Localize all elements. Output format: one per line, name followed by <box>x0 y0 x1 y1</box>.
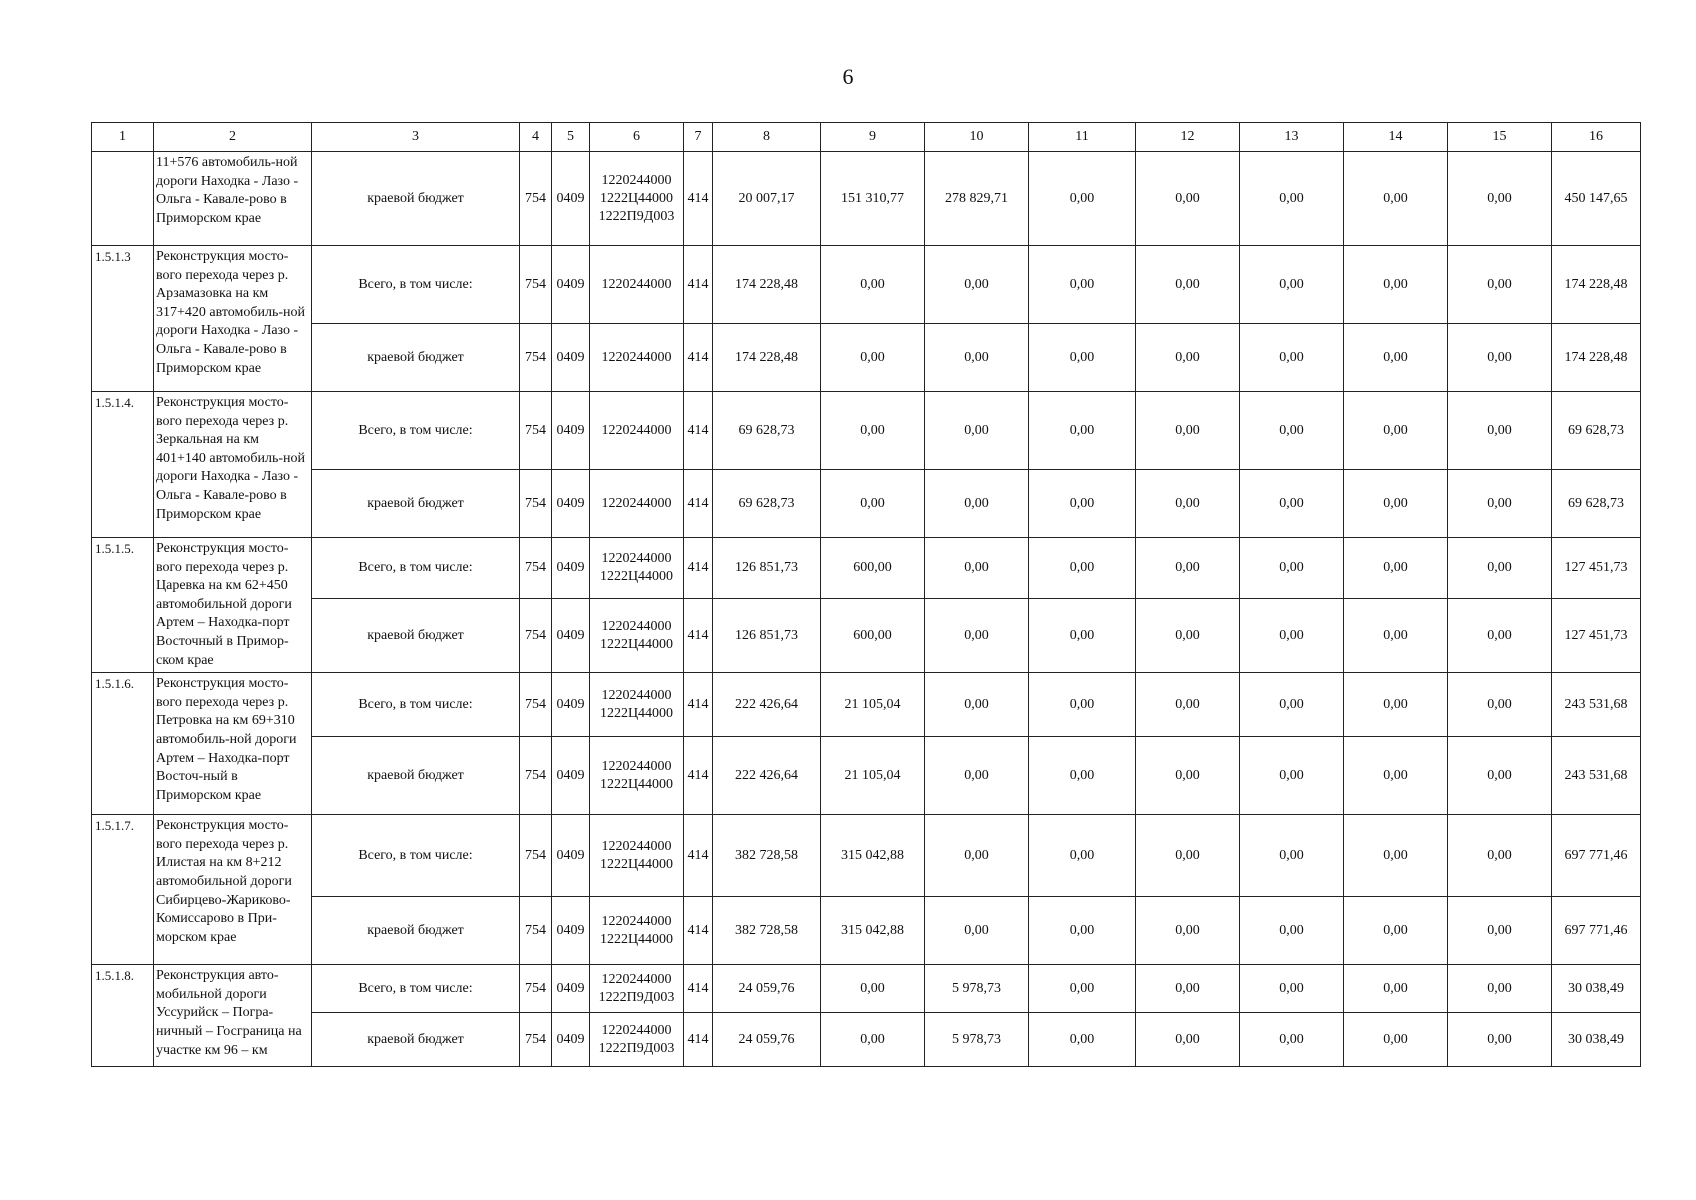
amount-col-8: 24 059,76 <box>713 1013 821 1067</box>
item-number: 1.5.1.3 <box>92 246 154 392</box>
target-article-codes <box>590 1013 684 1067</box>
amount-col-8: 126 851,73 <box>713 599 821 673</box>
expense-type-code: 414 <box>684 538 713 599</box>
budget-table <box>91 122 1641 1067</box>
amount-col-14: 0,00 <box>1344 599 1448 673</box>
amount-col-9: 315 042,88 <box>821 815 925 897</box>
amount-col-10: 0,00 <box>925 538 1029 599</box>
amount-col-12: 0,00 <box>1136 246 1240 324</box>
amount-col-15: 0,00 <box>1448 737 1552 815</box>
amount-col-10: 278 829,71 <box>925 152 1029 246</box>
amount-col-15: 0,00 <box>1448 152 1552 246</box>
target-article-code: 1220244000 <box>601 758 672 774</box>
section-code: 0409 <box>552 324 590 392</box>
amount-col-16: 30 038,49 <box>1552 965 1641 1013</box>
grbs-code: 754 <box>520 152 552 246</box>
amount-col-16: 174 228,48 <box>1552 246 1641 324</box>
table-row <box>92 246 1641 324</box>
section-code: 0409 <box>552 737 590 815</box>
amount-col-13: 0,00 <box>1240 470 1344 538</box>
expense-type-code: 414 <box>684 897 713 965</box>
target-article-code: 1222Ц44000 <box>599 705 674 721</box>
amount-col-8: 69 628,73 <box>713 470 821 538</box>
item-number: 1.5.1.6. <box>92 673 154 815</box>
amount-col-13: 0,00 <box>1240 392 1344 470</box>
amount-col-8: 382 728,58 <box>713 897 821 965</box>
target-article-code: 1220244000 <box>601 687 672 703</box>
amount-col-12: 0,00 <box>1136 599 1240 673</box>
grbs-code: 754 <box>520 470 552 538</box>
amount-col-12: 0,00 <box>1136 470 1240 538</box>
amount-col-8: 222 426,64 <box>713 737 821 815</box>
section-code: 0409 <box>552 599 590 673</box>
target-article-codes <box>590 599 684 673</box>
amount-col-13: 0,00 <box>1240 897 1344 965</box>
expense-type-code: 414 <box>684 1013 713 1067</box>
amount-col-12: 0,00 <box>1136 538 1240 599</box>
amount-col-11: 0,00 <box>1029 470 1136 538</box>
funding-source: краевой бюджет <box>312 152 520 246</box>
amount-col-11: 0,00 <box>1029 152 1136 246</box>
item-name: Реконструкция авто-мобильной дороги Уссурийск – Погра-ничный – Госграница на участке км 96 – км <box>154 965 312 1067</box>
funding-source: краевой бюджет <box>312 470 520 538</box>
amount-col-13: 0,00 <box>1240 246 1344 324</box>
amount-col-9: 600,00 <box>821 538 925 599</box>
amount-col-12: 0,00 <box>1136 152 1240 246</box>
amount-col-9: 0,00 <box>821 246 925 324</box>
grbs-code: 754 <box>520 897 552 965</box>
funding-source: краевой бюджет <box>312 324 520 392</box>
target-article-code: 1222Ц44000 <box>599 856 674 872</box>
amount-col-16: 450 147,65 <box>1552 152 1641 246</box>
column-header-14: 14 <box>1344 123 1448 152</box>
table-row <box>92 470 1641 538</box>
table-row <box>92 324 1641 392</box>
item-number: 1.5.1.5. <box>92 538 154 673</box>
amount-col-12: 0,00 <box>1136 897 1240 965</box>
item-name: Реконструкция мосто-вого перехода через р. Арзамазовка на км 317+420 автомобиль-ной дороги Находка - Лазо - Ольга - Кавале-рово в Приморском крае <box>154 246 312 392</box>
table-row <box>92 1013 1641 1067</box>
table-row <box>92 737 1641 815</box>
table-row <box>92 897 1641 965</box>
amount-col-16: 174 228,48 <box>1552 324 1641 392</box>
grbs-code: 754 <box>520 673 552 737</box>
amount-col-8: 382 728,58 <box>713 815 821 897</box>
amount-col-10: 0,00 <box>925 673 1029 737</box>
table-body <box>92 152 1641 1067</box>
target-article-code: 1222Ц44000 <box>599 931 674 947</box>
column-header-11: 11 <box>1029 123 1136 152</box>
column-header-16: 16 <box>1552 123 1641 152</box>
amount-col-15: 0,00 <box>1448 324 1552 392</box>
target-article-codes <box>590 152 684 246</box>
column-header-15: 15 <box>1448 123 1552 152</box>
amount-col-10: 0,00 <box>925 246 1029 324</box>
column-header-9: 9 <box>821 123 925 152</box>
amount-col-10: 5 978,73 <box>925 965 1029 1013</box>
target-article-codes <box>590 392 684 470</box>
amount-col-10: 0,00 <box>925 737 1029 815</box>
amount-col-12: 0,00 <box>1136 324 1240 392</box>
amount-col-13: 0,00 <box>1240 815 1344 897</box>
expense-type-code: 414 <box>684 324 713 392</box>
column-header-12: 12 <box>1136 123 1240 152</box>
page-number: 6 <box>842 64 854 89</box>
grbs-code: 754 <box>520 392 552 470</box>
grbs-code: 754 <box>520 737 552 815</box>
column-header-1: 1 <box>92 123 154 152</box>
amount-col-12: 0,00 <box>1136 737 1240 815</box>
grbs-code: 754 <box>520 599 552 673</box>
funding-source: краевой бюджет <box>312 897 520 965</box>
funding-source: Всего, в том числе: <box>312 965 520 1013</box>
section-code: 0409 <box>552 538 590 599</box>
amount-col-8: 174 228,48 <box>713 246 821 324</box>
column-header-5: 5 <box>552 123 590 152</box>
grbs-code: 754 <box>520 324 552 392</box>
target-article-code: 1222Ц44000 <box>599 776 674 792</box>
expense-type-code: 414 <box>684 673 713 737</box>
funding-source: Всего, в том числе: <box>312 246 520 324</box>
section-code: 0409 <box>552 965 590 1013</box>
amount-col-12: 0,00 <box>1136 1013 1240 1067</box>
amount-col-13: 0,00 <box>1240 673 1344 737</box>
grbs-code: 754 <box>520 815 552 897</box>
amount-col-11: 0,00 <box>1029 246 1136 324</box>
expense-type-code: 414 <box>684 965 713 1013</box>
item-number: 1.5.1.7. <box>92 815 154 965</box>
column-header-6: 6 <box>590 123 684 152</box>
amount-col-8: 20 007,17 <box>713 152 821 246</box>
target-article-code: 1220244000 <box>601 838 672 854</box>
target-article-code: 1220244000 <box>601 551 672 567</box>
target-article-code: 1220244000 <box>601 618 672 634</box>
funding-source: краевой бюджет <box>312 1013 520 1067</box>
amount-col-11: 0,00 <box>1029 965 1136 1013</box>
amount-col-8: 24 059,76 <box>713 965 821 1013</box>
amount-col-14: 0,00 <box>1344 246 1448 324</box>
amount-col-9: 0,00 <box>821 470 925 538</box>
amount-col-14: 0,00 <box>1344 897 1448 965</box>
target-article-codes <box>590 897 684 965</box>
target-article-code: 1220244000 <box>601 172 672 188</box>
amount-col-11: 0,00 <box>1029 897 1136 965</box>
amount-col-9: 0,00 <box>821 392 925 470</box>
grbs-code: 754 <box>520 246 552 324</box>
amount-col-13: 0,00 <box>1240 965 1344 1013</box>
expense-type-code: 414 <box>684 152 713 246</box>
amount-col-15: 0,00 <box>1448 470 1552 538</box>
amount-col-15: 0,00 <box>1448 392 1552 470</box>
section-code: 0409 <box>552 246 590 324</box>
amount-col-16: 697 771,46 <box>1552 897 1641 965</box>
amount-col-9: 600,00 <box>821 599 925 673</box>
amount-col-14: 0,00 <box>1344 965 1448 1013</box>
table-row <box>92 152 1641 246</box>
target-article-code: 1220244000 <box>601 422 672 438</box>
amount-col-16: 127 451,73 <box>1552 538 1641 599</box>
expense-type-code: 414 <box>684 392 713 470</box>
amount-col-16: 127 451,73 <box>1552 599 1641 673</box>
amount-col-15: 0,00 <box>1448 815 1552 897</box>
amount-col-15: 0,00 <box>1448 1013 1552 1067</box>
expense-type-code: 414 <box>684 815 713 897</box>
amount-col-15: 0,00 <box>1448 538 1552 599</box>
amount-col-14: 0,00 <box>1344 815 1448 897</box>
amount-col-8: 69 628,73 <box>713 392 821 470</box>
item-name: Реконструкция мосто-вого перехода через р. Царевка на км 62+450 автомобильной дороги Артем – Находка-порт Восточный в Примор-ском крае <box>154 538 312 673</box>
section-code: 0409 <box>552 1013 590 1067</box>
amount-col-14: 0,00 <box>1344 538 1448 599</box>
amount-col-10: 0,00 <box>925 392 1029 470</box>
section-code: 0409 <box>552 470 590 538</box>
amount-col-13: 0,00 <box>1240 324 1344 392</box>
funding-source: Всего, в том числе: <box>312 673 520 737</box>
amount-col-8: 174 228,48 <box>713 324 821 392</box>
target-article-codes <box>590 815 684 897</box>
column-header-10: 10 <box>925 123 1029 152</box>
amount-col-16: 243 531,68 <box>1552 737 1641 815</box>
expense-type-code: 414 <box>684 737 713 815</box>
target-article-codes <box>590 737 684 815</box>
table-row <box>92 392 1641 470</box>
amount-col-11: 0,00 <box>1029 815 1136 897</box>
target-article-codes <box>590 965 684 1013</box>
table-row <box>92 538 1641 599</box>
amount-col-14: 0,00 <box>1344 673 1448 737</box>
amount-col-9: 315 042,88 <box>821 897 925 965</box>
amount-col-10: 5 978,73 <box>925 1013 1029 1067</box>
expense-type-code: 414 <box>684 470 713 538</box>
funding-source: Всего, в том числе: <box>312 815 520 897</box>
amount-col-9: 0,00 <box>821 1013 925 1067</box>
amount-col-13: 0,00 <box>1240 152 1344 246</box>
amount-col-10: 0,00 <box>925 324 1029 392</box>
amount-col-16: 243 531,68 <box>1552 673 1641 737</box>
amount-col-11: 0,00 <box>1029 324 1136 392</box>
target-article-codes <box>590 324 684 392</box>
amount-col-11: 0,00 <box>1029 1013 1136 1067</box>
header-row <box>92 123 1641 152</box>
table-row <box>92 673 1641 737</box>
amount-col-10: 0,00 <box>925 897 1029 965</box>
amount-col-13: 0,00 <box>1240 737 1344 815</box>
table-row <box>92 599 1641 673</box>
amount-col-9: 0,00 <box>821 965 925 1013</box>
amount-col-14: 0,00 <box>1344 470 1448 538</box>
target-article-code: 1222П9Д003 <box>598 1040 675 1056</box>
grbs-code: 754 <box>520 965 552 1013</box>
amount-col-10: 0,00 <box>925 815 1029 897</box>
target-article-code: 1220244000 <box>601 276 672 292</box>
amount-col-14: 0,00 <box>1344 392 1448 470</box>
expense-type-code: 414 <box>684 246 713 324</box>
amount-col-12: 0,00 <box>1136 673 1240 737</box>
amount-col-15: 0,00 <box>1448 599 1552 673</box>
amount-col-15: 0,00 <box>1448 673 1552 737</box>
amount-col-14: 0,00 <box>1344 324 1448 392</box>
target-article-code: 1222П9Д003 <box>598 989 675 1005</box>
item-number <box>92 152 154 246</box>
amount-col-13: 0,00 <box>1240 538 1344 599</box>
column-header-4: 4 <box>520 123 552 152</box>
target-article-codes <box>590 470 684 538</box>
target-article-code: 1220244000 <box>601 349 672 365</box>
funding-source: Всего, в том числе: <box>312 538 520 599</box>
amount-col-14: 0,00 <box>1344 737 1448 815</box>
grbs-code: 754 <box>520 538 552 599</box>
column-header-8: 8 <box>713 123 821 152</box>
column-header-2: 2 <box>154 123 312 152</box>
amount-col-9: 0,00 <box>821 324 925 392</box>
item-name: Реконструкция мосто-вого перехода через р. Илистая на км 8+212 автомобильной дороги Сибирцево-Жариково-Комиссарово в При-морском крае <box>154 815 312 965</box>
amount-col-11: 0,00 <box>1029 673 1136 737</box>
expense-type-code: 414 <box>684 599 713 673</box>
amount-col-10: 0,00 <box>925 470 1029 538</box>
target-article-code: 1220244000 <box>601 913 672 929</box>
amount-col-16: 69 628,73 <box>1552 470 1641 538</box>
target-article-code: 1222Ц44000 <box>599 190 674 206</box>
amount-col-9: 21 105,04 <box>821 737 925 815</box>
item-number: 1.5.1.4. <box>92 392 154 538</box>
amount-col-13: 0,00 <box>1240 1013 1344 1067</box>
amount-col-16: 30 038,49 <box>1552 1013 1641 1067</box>
amount-col-13: 0,00 <box>1240 599 1344 673</box>
target-article-code: 1220244000 <box>601 495 672 511</box>
funding-source: Всего, в том числе: <box>312 392 520 470</box>
column-header-3: 3 <box>312 123 520 152</box>
amount-col-11: 0,00 <box>1029 599 1136 673</box>
amount-col-12: 0,00 <box>1136 392 1240 470</box>
item-number: 1.5.1.8. <box>92 965 154 1067</box>
target-article-codes <box>590 538 684 599</box>
target-article-code: 1222Ц44000 <box>599 636 674 652</box>
target-article-codes <box>590 673 684 737</box>
target-article-code: 1222П9Д003 <box>598 208 675 224</box>
amount-col-16: 69 628,73 <box>1552 392 1641 470</box>
amount-col-9: 151 310,77 <box>821 152 925 246</box>
target-article-code: 1220244000 <box>601 1022 672 1038</box>
column-header-13: 13 <box>1240 123 1344 152</box>
table-row <box>92 815 1641 897</box>
amount-col-11: 0,00 <box>1029 538 1136 599</box>
funding-source: краевой бюджет <box>312 737 520 815</box>
table-row <box>92 965 1641 1013</box>
target-article-codes <box>590 246 684 324</box>
grbs-code: 754 <box>520 1013 552 1067</box>
amount-col-14: 0,00 <box>1344 1013 1448 1067</box>
column-header-7: 7 <box>684 123 713 152</box>
amount-col-8: 222 426,64 <box>713 673 821 737</box>
amount-col-11: 0,00 <box>1029 392 1136 470</box>
section-code: 0409 <box>552 152 590 246</box>
amount-col-14: 0,00 <box>1344 152 1448 246</box>
amount-col-11: 0,00 <box>1029 737 1136 815</box>
amount-col-15: 0,00 <box>1448 246 1552 324</box>
amount-col-10: 0,00 <box>925 599 1029 673</box>
amount-col-15: 0,00 <box>1448 897 1552 965</box>
item-name: Реконструкция мосто-вого перехода через р. Зеркальная на км 401+140 автомобиль-ной дороги Находка - Лазо - Ольга - Кавале-рово в Приморском крае <box>154 392 312 538</box>
target-article-code: 1222Ц44000 <box>599 569 674 585</box>
funding-source: краевой бюджет <box>312 599 520 673</box>
item-name: 11+576 автомобиль-ной дороги Находка - Лазо - Ольга - Кавале-рово в Приморском крае <box>154 152 312 246</box>
amount-col-15: 0,00 <box>1448 965 1552 1013</box>
section-code: 0409 <box>552 897 590 965</box>
amount-col-8: 126 851,73 <box>713 538 821 599</box>
item-name: Реконструкция мосто-вого перехода через р. Петровка на км 69+310 автомобиль-ной дороги Артем – Находка-порт Восточ-ный в Приморском крае <box>154 673 312 815</box>
section-code: 0409 <box>552 815 590 897</box>
amount-col-16: 697 771,46 <box>1552 815 1641 897</box>
amount-col-9: 21 105,04 <box>821 673 925 737</box>
amount-col-12: 0,00 <box>1136 965 1240 1013</box>
section-code: 0409 <box>552 392 590 470</box>
section-code: 0409 <box>552 673 590 737</box>
amount-col-12: 0,00 <box>1136 815 1240 897</box>
table-header <box>92 123 1641 152</box>
target-article-code: 1220244000 <box>601 971 672 987</box>
